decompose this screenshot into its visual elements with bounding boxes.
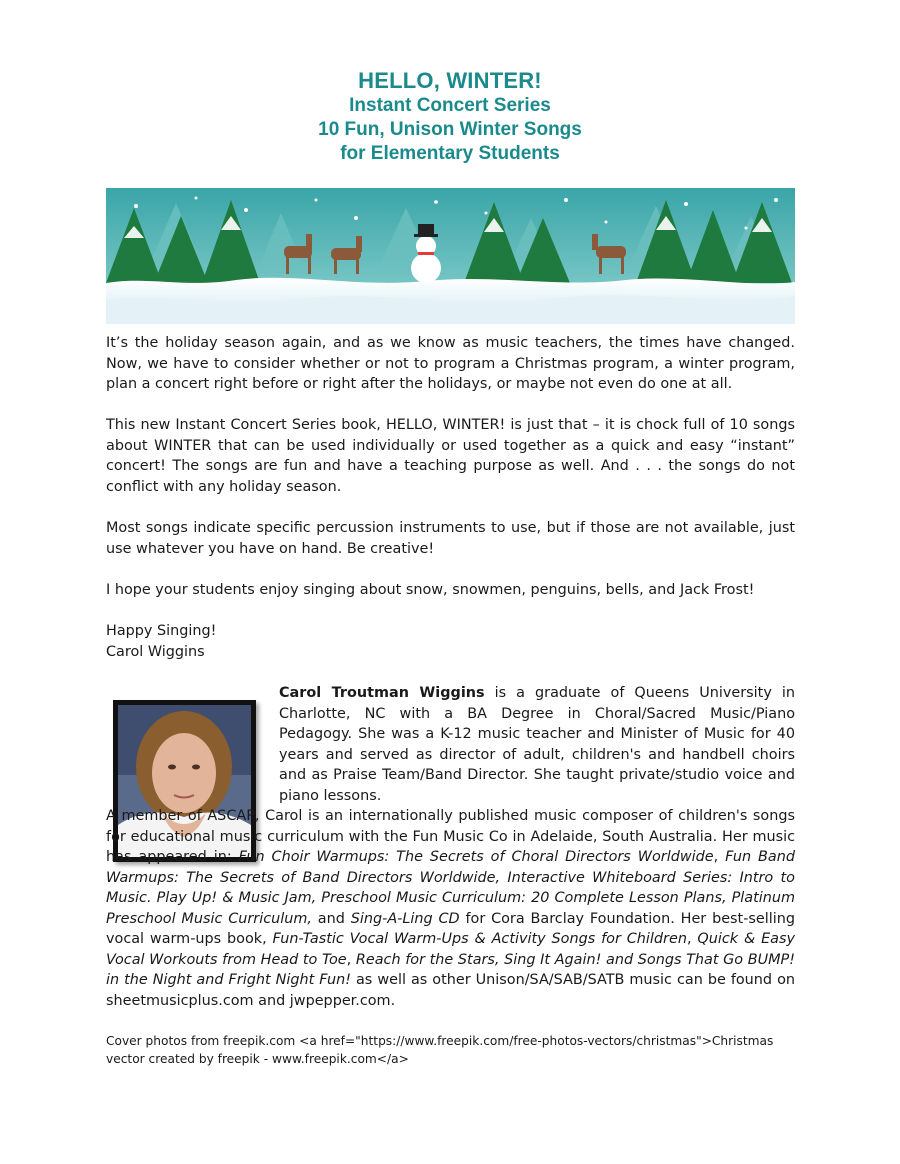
work-title: Fun Band Warmups: The Secrets of Band Directors Worldwide, Interactive Whiteboard Series: Intro to Music. Play Up! & Music Jam, Preschool Music Curriculum: 20 Complete Lesson Plans, Platinum Preschool Music Curriculum, <box>106 849 796 927</box>
bio-availability-text: as well as other Unison/SA/SAB/SATB music can be found on sheetmusicplus.com and jwpepper.com. <box>106 972 795 1009</box>
bio-publishing-text: A member of ASCAP, Carol is an internationally published music composer of children's songs for educational music curriculum with the Fun Music Co in Adelaide, South Australia. Her music has appeared in: <box>106 808 795 865</box>
page-title: HELLO, WINTER! <box>358 68 542 93</box>
intro-paragraph: It’s the holiday season again, and as we know as music teachers, the times have changed. Now, we have to consider whether or not to program a Christmas program, a winter program, plan a concert right before or right after the holidays, or maybe not even do one at all. <box>106 335 795 392</box>
subtitle-line-2: for Elementary Students <box>340 143 560 164</box>
photo-credit: Cover photos from freepik.com <a href="https://www.freepik.com/free-photos-vectors/christmas">Christmas vector created by freepik - www.freepik.com</a> <box>106 1034 774 1066</box>
signoff <box>106 621 795 662</box>
subtitle-line-1: 10 Fun, Unison Winter Songs <box>318 119 582 140</box>
photo-wrap-spacer <box>0 806 106 888</box>
separator: , <box>346 951 356 968</box>
author-name: Carol Troutman Wiggins <box>279 685 485 701</box>
separator: , <box>713 849 726 865</box>
book-description-paragraph: This new Instant Concert Series book, HELLO, WINTER! is just that – it is chock full of 10 songs about WINTER that can be used individually or used together as a quick and easy “instant” concert! The songs are fun and have a teaching purpose as well. And . . . the songs do not conflict with any holiday season. <box>106 417 795 495</box>
bio-bestseller-text: for Cora Barclay Foundation. Her best-selling vocal warm-ups book, <box>106 910 795 947</box>
enjoy-paragraph: I hope your students enjoy singing about snow, snowmen, penguins, bells, and Jack Frost! <box>106 582 755 598</box>
work-title: Fun-Tastic Vocal Warm-Ups & Activity Songs for Children <box>272 931 687 947</box>
bio-intro-text: is a graduate of Queens University in Charlotte, NC with a BA Degree in Choral/Sacred Music/Piano Pedagogy. She was a K-12 music teacher and Minister of Music for 40 years and served as director of adult, children's and handbell choirs and as Praise Team/Band Director. She taught private/studio voice and piano lessons. <box>279 685 795 804</box>
winter-banner-illustration <box>106 188 795 324</box>
series-title: Instant Concert Series <box>349 95 551 116</box>
bio-paragraph-1 <box>279 683 795 806</box>
separator: , <box>686 931 698 947</box>
work-title: Reach for the Stars, Sing It Again! and Songs That Go BUMP! in the Night and Fright Night Fun! <box>106 951 795 988</box>
signoff-name: Carol Wiggins <box>106 643 205 660</box>
separator: and <box>311 910 351 927</box>
work-title: Sing-A-Ling CD <box>350 910 460 927</box>
work-title: Fun Choir Warmups: The Secrets of Choral Directors Worldwide <box>238 849 714 865</box>
page-header <box>0 68 900 166</box>
work-title: Quick & Easy Vocal Workouts from Head to Toe <box>106 931 795 968</box>
bio-paragraph-2 <box>106 806 795 1011</box>
percussion-paragraph: Most songs indicate specific percussion instruments to use, but if those are not available, just use whatever you have on hand. Be creative! <box>106 520 795 557</box>
signoff-greeting: Happy Singing! <box>106 623 217 639</box>
